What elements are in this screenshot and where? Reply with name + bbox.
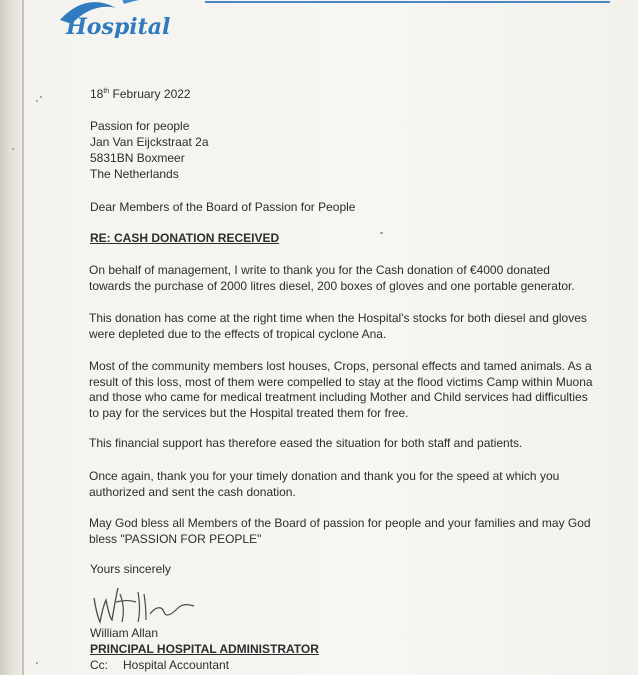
salutation: Dear Members of the Board of Passion for People	[90, 200, 356, 214]
letterhead-rule	[205, 1, 610, 3]
paragraph-community: Most of the community members lost houses, Crops, personal effects and tamed animals. As a result of this loss, most of them were compelled to stay at the flood victims Camp within Muona and those who came for medical treatment including Mother and Child services had difficulties to pay for the services but the Hospital treated them for free.	[89, 359, 593, 420]
scan-speck	[12, 148, 14, 150]
paragraph-thanks: On behalf of management, I write to thank you for the Cash donation of €4000 donated towards the purchase of 2000 litres diesel, 200 boxes of gloves and one portable generator.	[89, 263, 575, 293]
paragraph-blessing: May God bless all Members of the Board of passion for people and your families and may God bless "PASSION FOR PEOPLE"	[89, 516, 591, 546]
page-fold-line	[22, 0, 24, 675]
recipient-country: The Netherlands	[90, 167, 179, 181]
paragraph-gratitude: Once again, thank you for your timely donation and thank you for the speed at which you authorized and sent the cash donation.	[89, 469, 560, 499]
closing: Yours sincerely	[90, 562, 171, 576]
cc-recipient: Hospital Accountant	[123, 658, 230, 672]
recipient-postcode: 5831BN Boxmeer	[90, 151, 185, 165]
scan-speck	[36, 662, 38, 664]
subject-line: RE: CASH DONATION RECEIVED	[90, 231, 280, 245]
paragraph-timing: This donation has come at the right time when the Hospital's stocks for both diesel and gloves were depleted due to the effects of tropical cyclone Ana.	[89, 311, 587, 341]
handwritten-signature	[90, 584, 198, 626]
logo-text: Hospital	[66, 14, 171, 38]
page-left-edge	[0, 0, 22, 675]
paragraph-support: This financial support has therefore eased the situation for both staff and patients.	[89, 436, 523, 450]
recipient-street: Jan Van Eijckstraat 2a	[90, 135, 209, 149]
signer-title: PRINCIPAL HOSPITAL ADMINISTRATOR	[90, 642, 319, 656]
signer-name: William Allan	[90, 626, 159, 640]
recipient-name: Passion for people	[90, 119, 190, 133]
scan-speck	[40, 96, 42, 98]
cc-label: Cc:	[90, 658, 108, 672]
letter-date: 18th February 2022	[90, 87, 191, 101]
scan-speck	[380, 232, 383, 234]
scan-speck	[36, 100, 38, 102]
hospital-logo	[58, 0, 188, 38]
